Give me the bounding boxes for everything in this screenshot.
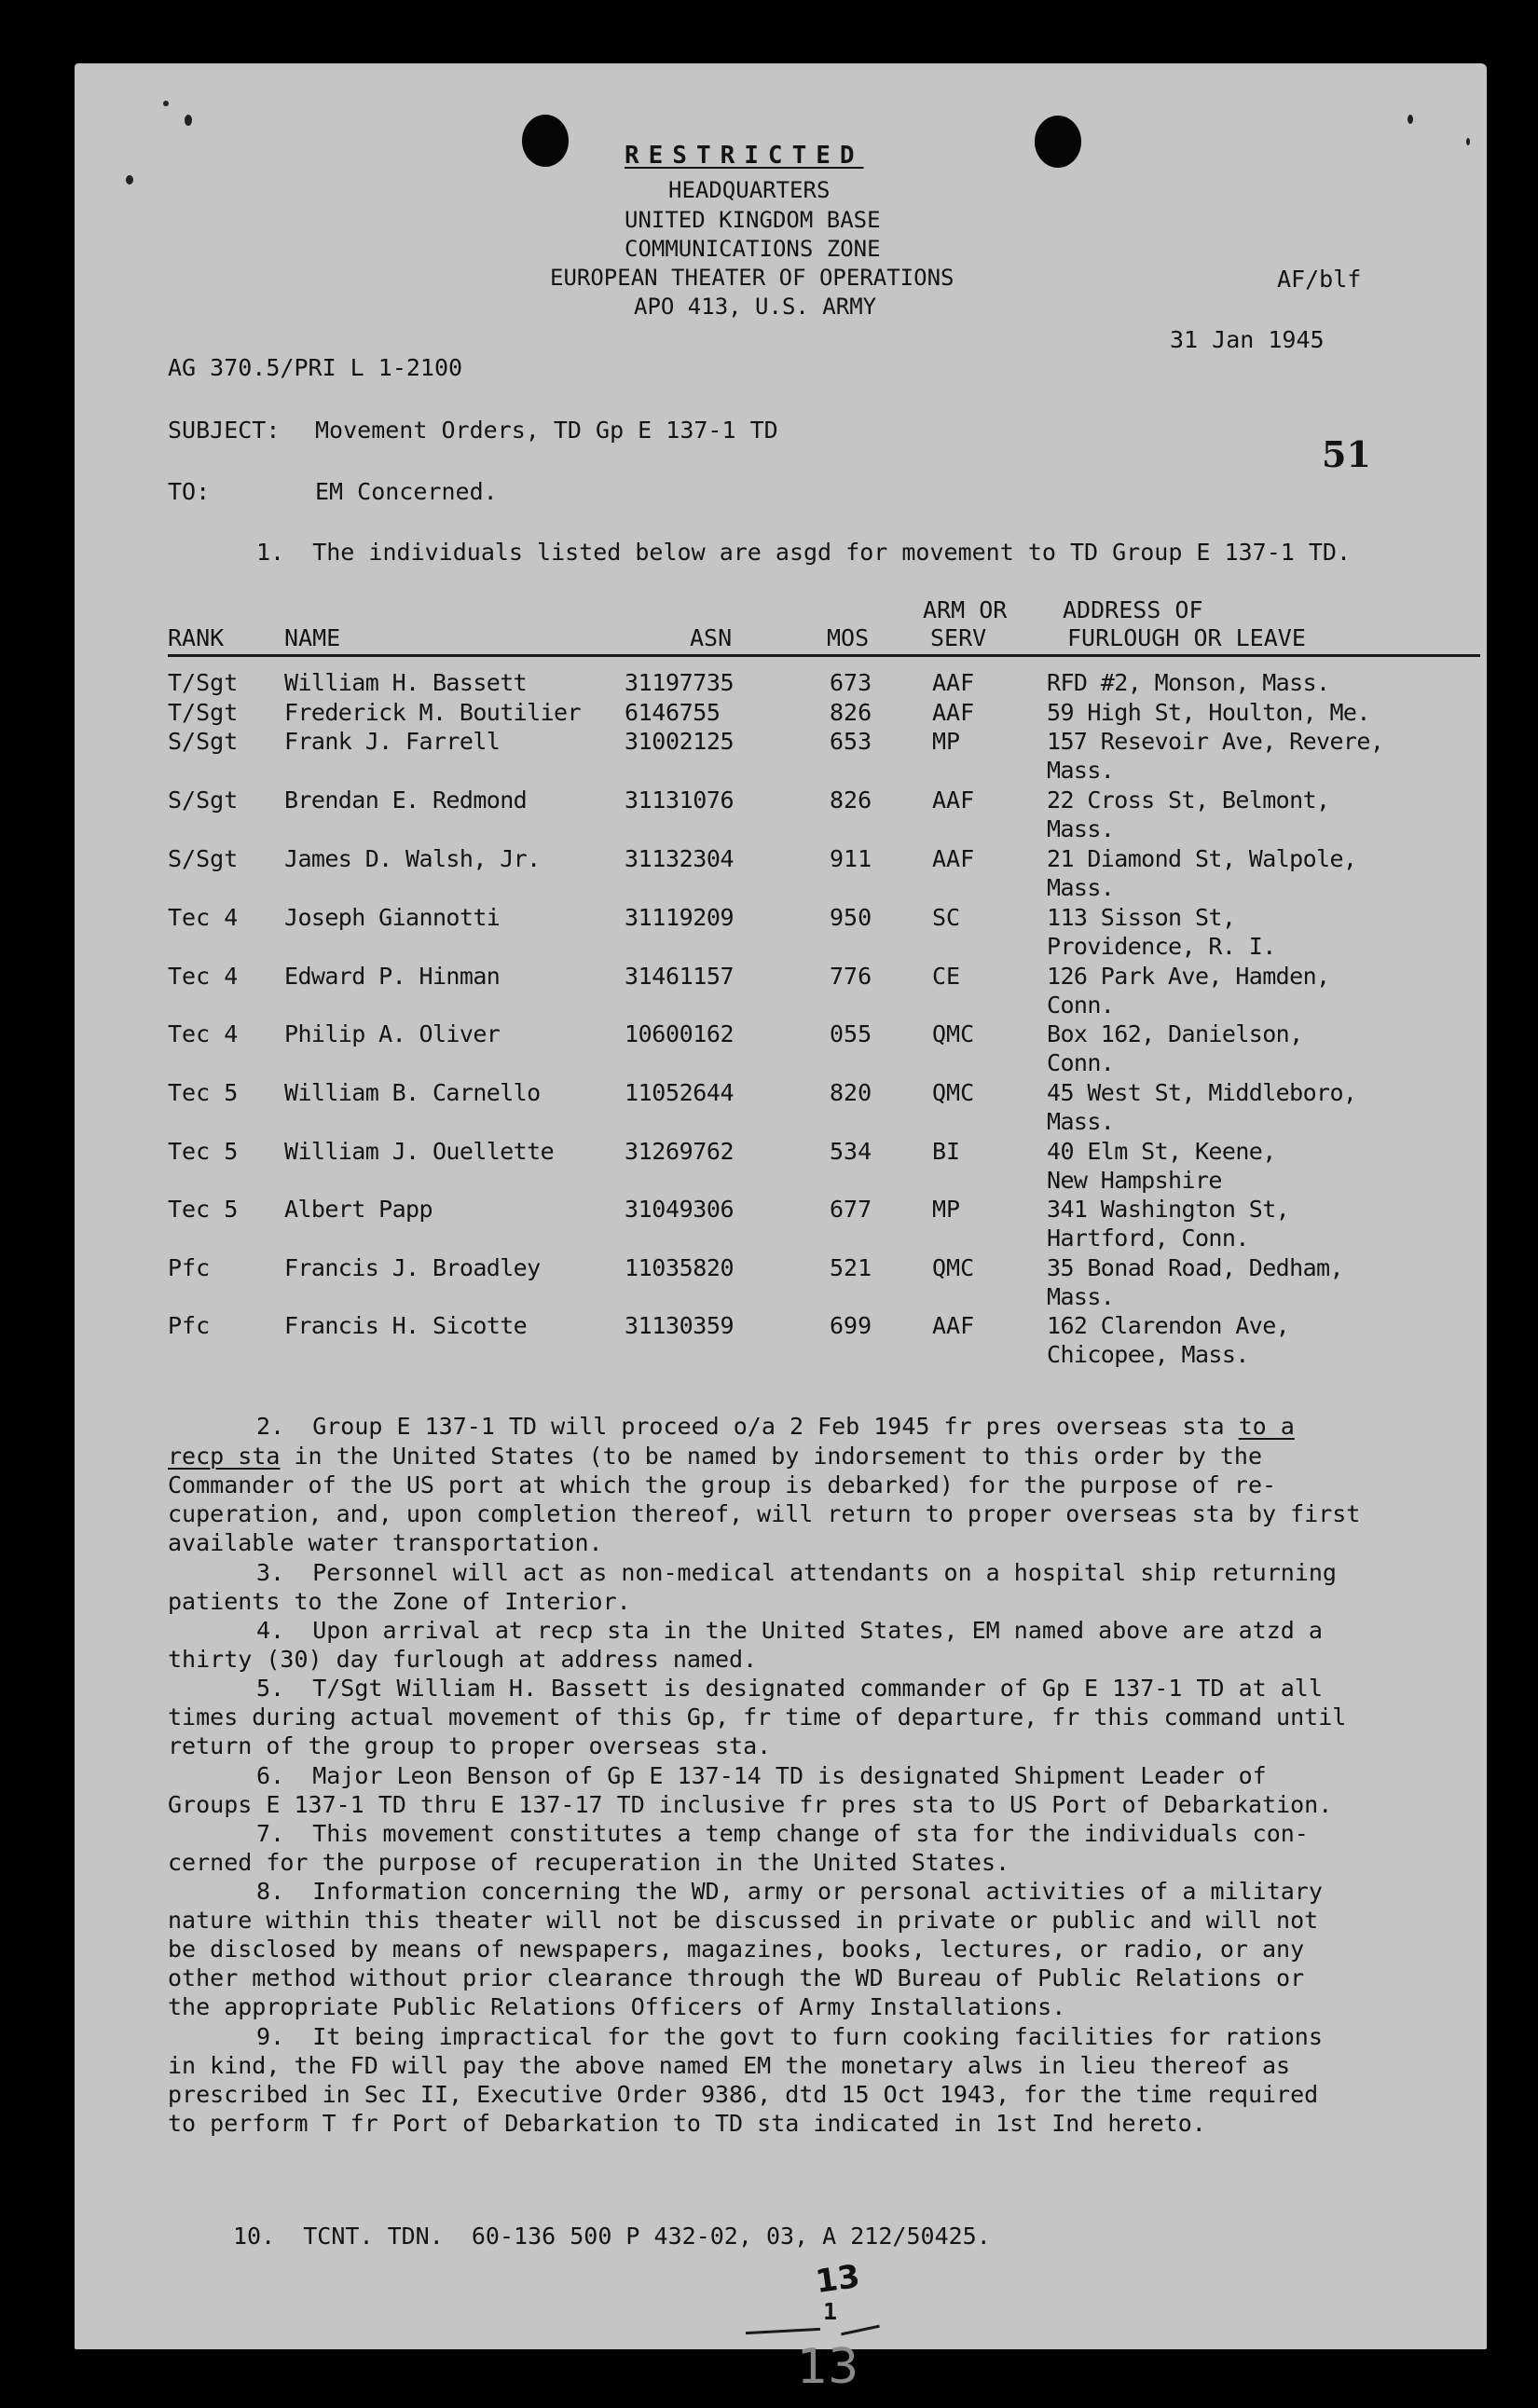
cell-arm-serv: AAF (932, 669, 975, 696)
cell-name: Francis H. Sicotte (284, 1312, 528, 1339)
to-text: EM Concerned. (315, 478, 498, 505)
paragraph-2-line-5: available water transportation. (168, 1529, 603, 1556)
speck (1408, 115, 1413, 124)
paragraph-8-line-1: 8. Information concerning the WD, army or personal activities of a military (256, 1878, 1323, 1905)
cell-mos: 950 (830, 904, 872, 931)
cell-rank: S/Sgt (168, 787, 239, 814)
cell-arm-serv: QMC (932, 1254, 975, 1281)
paragraph-5-line-3: return of the group to proper overseas sta. (168, 1732, 772, 1759)
cell-asn: 31197735 (625, 669, 735, 696)
cell-name: William J. Ouellette (284, 1138, 555, 1165)
cell-rank: Tec 4 (168, 904, 239, 931)
paragraph-8-line-3: be disclosed by means of newspapers, magazines, books, lectures, or radio, or any (168, 1936, 1305, 1963)
cell-arm-serv: BI (932, 1138, 961, 1165)
paragraph-8-line-2: nature within this theater will not be discussed in private or public and will not (168, 1907, 1319, 1934)
paragraph-6-line-2: Groups E 137-1 TD thru E 137-17 TD inclusive fr pres sta to US Port of Debarkation. (168, 1791, 1333, 1818)
speck (1466, 138, 1470, 145)
subject-text: Movement Orders, TD Gp E 137-1 TD (315, 417, 778, 444)
speck (126, 175, 133, 185)
subject-label: SUBJECT: (168, 417, 281, 444)
cell-asn: 31269762 (625, 1138, 735, 1165)
col-header-asn: ASN (690, 624, 733, 651)
cell-mos: 534 (830, 1138, 872, 1165)
col-header-name: NAME (284, 624, 341, 651)
paragraph-2-line-4: cuperation, and, upon completion thereof, will return to proper overseas sta by first (168, 1500, 1361, 1527)
cell-address: 341 Washington St, (1047, 1196, 1290, 1223)
speck (163, 101, 169, 106)
cell-rank: S/Sgt (168, 845, 239, 872)
cell-rank: T/Sgt (168, 669, 239, 696)
cell-address: 162 Clarendon Ave, (1047, 1312, 1290, 1339)
document-page (75, 63, 1487, 2395)
cell-asn: 11035820 (625, 1254, 735, 1281)
paragraph-2-line-1 (256, 1413, 1295, 1441)
cell-asn: 6146755 (625, 699, 721, 726)
cell-address: 126 Park Ave, Hamden, (1047, 963, 1330, 990)
org-line-1: HEADQUARTERS (668, 177, 831, 203)
cell-address: 157 Resevoir Ave, Revere, (1047, 728, 1384, 755)
paragraph-9-line-2: in kind, the FD will pay the above named EM the monetary alws in lieu thereof as (168, 2052, 1291, 2079)
underlined-text: recp sta (168, 1443, 281, 1470)
paragraph-2-text: in the United States (to be named by indorsement to this order by the (280, 1443, 1263, 1470)
cell-address: 21 Diamond St, Walpole, (1047, 845, 1357, 872)
cell-mos: 677 (830, 1196, 872, 1223)
paragraph-9-line-1: 9. It being impractical for the govt to furn cooking facilities for rations (256, 2023, 1323, 2050)
cell-asn: 31002125 (625, 728, 735, 755)
faint-page-number: 13 (797, 2339, 859, 2395)
col-header-addr-bottom: FURLOUGH OR LEAVE (1067, 624, 1306, 651)
cell-arm-serv: SC (932, 904, 961, 931)
cell-arm-serv: CE (932, 963, 961, 990)
paragraph-2-line-2 (168, 1443, 1262, 1471)
col-header-rank: RANK (168, 624, 225, 651)
cell-name: Brendan E. Redmond (284, 787, 528, 814)
punch-hole-right (1035, 116, 1081, 168)
org-line-3: COMMUNICATIONS ZONE (625, 236, 881, 262)
paragraph-5-line-1: 5. T/Sgt William H. Bassett is designated commander of Gp E 137-1 TD at all (256, 1675, 1323, 1702)
paragraph-4-line-1: 4. Upon arrival at recp sta in the United States, EM named above are atzd a (256, 1617, 1323, 1644)
cell-arm-serv: AAF (932, 1312, 975, 1339)
cell-address-line-2: Mass. (1047, 1108, 1115, 1135)
initials: AF/blf (1277, 266, 1362, 293)
cell-mos: 826 (830, 787, 872, 814)
cell-name: Frederick M. Boutilier (284, 699, 581, 726)
cell-arm-serv: QMC (932, 1079, 975, 1106)
cell-rank: S/Sgt (168, 728, 239, 755)
cell-address: 22 Cross St, Belmont, (1047, 787, 1330, 814)
cell-rank: Tec 5 (168, 1079, 239, 1106)
col-header-arm-bottom: SERV (930, 624, 987, 651)
cell-asn: 11052644 (625, 1079, 735, 1106)
cell-rank: Tec 5 (168, 1196, 239, 1223)
strike-through-mark (841, 2325, 880, 2336)
cell-mos: 826 (830, 699, 872, 726)
punch-hole-left (522, 115, 569, 167)
cell-address-line-2: Chicopee, Mass. (1047, 1341, 1249, 1368)
cell-mos: 653 (830, 728, 872, 755)
cell-address: 113 Sisson St, (1047, 904, 1236, 931)
classification-heading: RESTRICTED (625, 142, 864, 170)
paragraph-4-line-2: thirty (30) day furlough at address named. (168, 1646, 758, 1673)
cell-arm-serv: MP (932, 1196, 961, 1223)
cell-rank: Tec 4 (168, 963, 239, 990)
cell-address: 59 High St, Houlton, Me. (1047, 699, 1370, 726)
cell-address: RFD #2, Monson, Mass. (1047, 669, 1330, 696)
paragraph-1: 1. The individuals listed below are asgd for movement to TD Group E 137-1 TD. (256, 539, 1351, 566)
paragraph-5-line-2: times during actual movement of this Gp, fr time of departure, fr this command until (168, 1703, 1347, 1731)
cell-address-line-2: Mass. (1047, 757, 1115, 784)
cell-address-line-2: New Hampshire (1047, 1167, 1222, 1194)
cell-name: William H. Bassett (284, 669, 528, 696)
page-stamp: 51 (1322, 433, 1371, 475)
cell-rank: T/Sgt (168, 699, 239, 726)
cell-mos: 699 (830, 1312, 872, 1339)
cell-name: Philip A. Oliver (284, 1020, 501, 1047)
cell-asn: 31119209 (625, 904, 735, 931)
org-line-4: EUROPEAN THEATER OF OPERATIONS (550, 265, 954, 291)
cell-mos: 820 (830, 1079, 872, 1106)
paragraph-10: 10. TCNT. TDN. 60-136 500 P 432-02, 03, A 212/50425. (233, 2223, 991, 2250)
cell-mos: 521 (830, 1254, 872, 1281)
cell-arm-serv: AAF (932, 845, 975, 872)
strike-through-mark (746, 2328, 820, 2334)
cell-mos: 911 (830, 845, 872, 872)
cell-name: Francis J. Broadley (284, 1254, 541, 1281)
cell-name: Edward P. Hinman (284, 963, 501, 990)
typed-page-number: 1 (823, 2298, 838, 2325)
cell-address-line-2: Conn. (1047, 992, 1115, 1019)
cell-asn: 10600162 (625, 1020, 735, 1047)
cell-asn: 31461157 (625, 963, 735, 990)
cell-asn: 31132304 (625, 845, 735, 872)
cell-address-line-2: Hartford, Conn. (1047, 1225, 1249, 1252)
paragraph-3-line-1: 3. Personnel will act as non-medical attendants on a hospital ship returning (256, 1559, 1337, 1586)
cell-arm-serv: MP (932, 728, 961, 755)
underlined-text: to a (1238, 1413, 1295, 1440)
cell-address: Box 162, Danielson, (1047, 1020, 1303, 1047)
speck (185, 115, 192, 126)
cell-rank: Tec 5 (168, 1138, 239, 1165)
col-header-addr-top: ADDRESS OF (1063, 596, 1203, 623)
to-label: TO: (168, 478, 211, 505)
paragraph-6-line-1: 6. Major Leon Benson of Gp E 137-14 TD is designated Shipment Leader of (256, 1762, 1267, 1789)
paragraph-8-line-4: other method without prior clearance through the WD Bureau of Public Relations or (168, 1964, 1305, 1991)
cell-name: James D. Walsh, Jr. (284, 845, 541, 872)
cell-rank: Pfc (168, 1254, 211, 1281)
cell-name: Frank J. Farrell (284, 728, 501, 755)
col-header-arm-top: ARM OR (923, 596, 1008, 623)
cell-name: Joseph Giannotti (284, 904, 501, 931)
cell-arm-serv: AAF (932, 699, 975, 726)
paragraph-7-line-1: 7. This movement constitutes a temp change of sta for the individuals con- (256, 1820, 1309, 1847)
paragraph-2-line-3: Commander of the US port at which the group is debarked) for the purpose of re- (168, 1471, 1277, 1498)
cell-rank: Tec 4 (168, 1020, 239, 1047)
cell-name: Albert Papp (284, 1196, 433, 1223)
cell-address-line-2: Providence, R. I. (1047, 933, 1276, 960)
cell-mos: 776 (830, 963, 872, 990)
cell-arm-serv: AAF (932, 787, 975, 814)
cell-mos: 673 (830, 669, 872, 696)
paragraph-8-line-5: the appropriate Public Relations Officers of Army Installations. (168, 1993, 1066, 2020)
cell-mos: 055 (830, 1020, 872, 1047)
cell-asn: 31049306 (625, 1196, 735, 1223)
table-header-rule (168, 654, 1480, 657)
org-line-5: APO 413, U.S. ARMY (634, 294, 877, 320)
cell-rank: Pfc (168, 1312, 211, 1339)
col-header-mos: MOS (827, 624, 870, 651)
cell-arm-serv: QMC (932, 1020, 975, 1047)
handwritten-page-number: 13 (813, 2257, 862, 2302)
cell-address: 35 Bonad Road, Dedham, (1047, 1254, 1343, 1281)
cell-address-line-2: Mass. (1047, 874, 1115, 901)
file-reference: AG 370.5/PRI L 1-2100 (168, 354, 463, 381)
cell-address-line-2: Mass. (1047, 1283, 1115, 1310)
paragraph-7-line-2: cerned for the purpose of recuperation in the United States. (168, 1849, 1010, 1876)
paragraph-3-line-2: patients to the Zone of Interior. (168, 1588, 631, 1615)
cell-address-line-2: Conn. (1047, 1049, 1115, 1076)
cell-asn: 31130359 (625, 1312, 735, 1339)
paragraph-9-line-4: to perform T fr Port of Debarkation to TD sta indicated in 1st Ind hereto. (168, 2110, 1206, 2137)
cell-address: 45 West St, Middleboro, (1047, 1079, 1357, 1106)
cell-address-line-2: Mass. (1047, 815, 1115, 842)
cell-asn: 31131076 (625, 787, 735, 814)
paragraph-9-line-3: prescribed in Sec II, Executive Order 9386, dtd 15 Oct 1943, for the time required (168, 2081, 1319, 2108)
cell-address: 40 Elm St, Keene, (1047, 1138, 1276, 1165)
cell-name: William B. Carnello (284, 1079, 541, 1106)
paragraph-2-text: 2. Group E 137-1 TD will proceed o/a 2 Feb 1945 fr pres overseas sta (256, 1413, 1239, 1440)
org-line-2: UNITED KINGDOM BASE (625, 207, 881, 233)
date: 31 Jan 1945 (1170, 326, 1325, 353)
